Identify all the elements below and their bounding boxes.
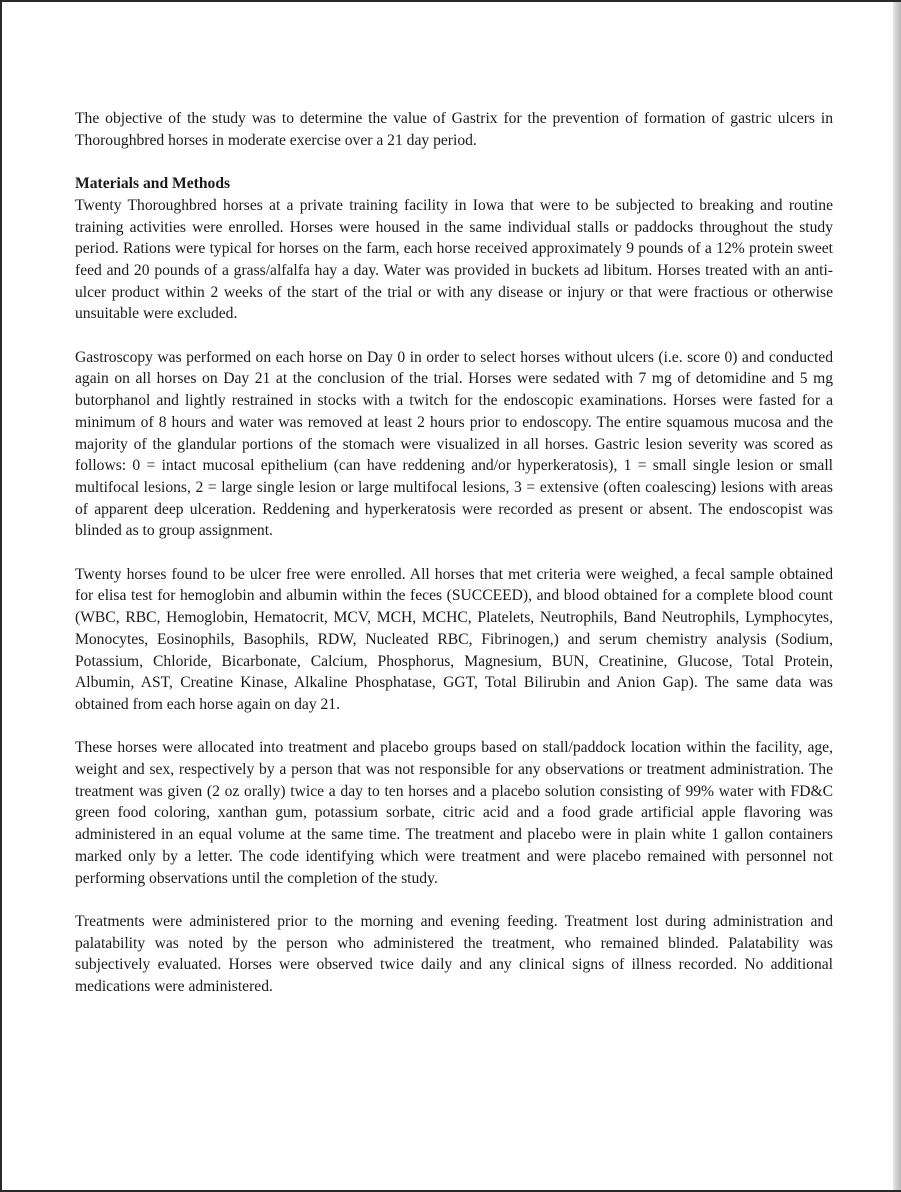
paragraph-administration: Treatments were administered prior to the morning and evening feeding. Treatment lost during administration and palatability was noted by the person who administered the treatment, who remained blinded. Palatability was subjectively evaluated. Horses were observed twice daily and any clinical signs of illness recorded. No additional medications were administered. [75,912,833,996]
paragraph-allocation: These horses were allocated into treatment and placebo groups based on stall/paddock location within the facility, age, weight and sex, respectively by a person that was not responsible for any observations or treatment administration. The treatment was given (2 oz orally) twice a day to ten horses and a placebo solution consisting of 99% water with FD&C green food coloring, xanthan gum, potassium sorbate, citric acid and a food grade artificial apple flavoring was administered in an equal volume at the same time. The treatment and placebo were in plain white 1 gallon containers marked only by a letter. The code identifying which were treatment and were placebo remained with personnel not performing observations until the completion of the study. [75,739,833,887]
paragraph-enrollment: Twenty horses found to be ulcer free were enrolled. All horses that met criteria were weighed, a fecal sample obtained for elisa test for hemoglobin and albumin within the feces (SUCCEED), and blood obtained for a complete blood count (WBC, RBC, Hemoglobin, Hematocrit, MCV, MCH, MCHC, Platelets, Neutrophils, Band Neutrophils, Lymphocytes, Monocytes, Eosinophils, Basophils, RDW, Nucleated RBC, Fibrinogen,) and serum chemistry analysis (Sodium, Potassium, Chloride, Bicarbonate, Calcium, Phosphorus, Magnesium, BUN, Creatinine, Glucose, Total Protein, Albumin, AST, Creatine Kinase, Alkaline Phosphatase, GGT, Total Bilirubin and Anion Gap). The same data was obtained from each horse again on day 21. [75,565,833,713]
document-body [75,108,833,1019]
section-heading: Materials and Methods [75,175,231,193]
intro-paragraph: The objective of the study was to determine the value of Gastrix for the prevention of formation of gastric ulcers in Thoroughbred horses in moderate exercise over a 21 day period. [75,110,833,149]
paragraph-subjects: Twenty Thoroughbred horses at a private training facility in Iowa that were to be subjected to breaking and routine training activities were enrolled. Horses were housed in the same individual stalls or paddocks throughout the study period. Rations were typical for horses on the farm, each horse received approximately 9 pounds of a 12% protein sweet feed and 20 pounds of a grass/alfalfa hay a day. Water was provided in buckets ad libitum. Horses treated with an anti-ulcer product within 2 weeks of the start of the trial or with any disease or injury or that were fractious or otherwise unsuitable were excluded. [75,196,833,323]
page-edge-shadow [893,2,901,1190]
paragraph-gastroscopy: Gastroscopy was performed on each horse on Day 0 in order to select horses without ulcers (i.e. score 0) and conducted again on all horses on Day 21 at the conclusion of the trial. Horses were sedated with 7 mg of detomidine and 5 mg butorphanol and lightly restrained in stocks with a twitch for the endoscopic examinations. Horses were fasted for a minimum of 8 hours and water was removed at least 2 hours prior to endoscopy. The entire squamous mucosa and the majority of the glandular portions of the stomach were visualized in all horses. Gastric lesion severity was scored as follows: 0 = intact mucosal epithelium (can have reddening and/or hyperkeratosis), 1 = small single lesion or small multifocal lesions, 2 = large single lesion or large multifocal lesions, 3 = extensive (often coalescing) lesions with areas of apparent deep ulceration. Reddening and hyperkeratosis were recorded as present or absent. The endoscopist was blinded as to group assignment. [75,348,833,540]
